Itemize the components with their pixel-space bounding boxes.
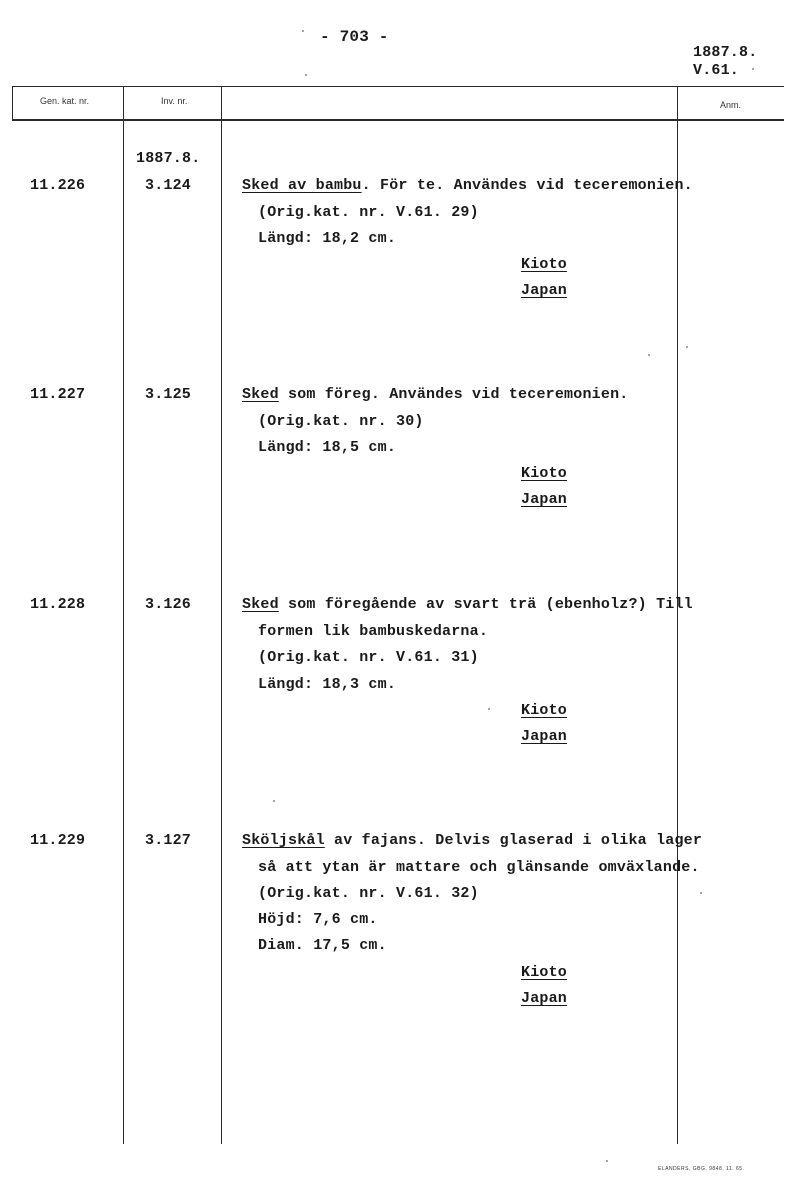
gen-kat-nr: 11.229 <box>30 832 86 849</box>
scan-speck <box>752 68 754 70</box>
table-left-border <box>12 86 13 120</box>
scan-speck <box>686 346 688 348</box>
printer-imprint: ELANDERS, GBG. 9848. 11. 65. <box>658 1166 745 1172</box>
scan-speck <box>305 74 307 76</box>
inv-nr: 3.124 <box>145 177 192 194</box>
object-name: Sked <box>242 386 279 403</box>
inv-nr: 3.126 <box>145 596 192 613</box>
reference-year: 1887.8. <box>693 44 758 61</box>
column-divider-3 <box>677 86 678 1144</box>
gen-kat-nr: 11.228 <box>30 596 86 613</box>
measurement-line: Höjd: 7,6 cm. <box>258 911 378 928</box>
entry-description-first-line: Sköljskål av fajans. Delvis glaserad i olika lager <box>242 832 703 849</box>
gen-kat-nr: 11.227 <box>30 386 86 403</box>
scan-speck <box>302 30 304 32</box>
orig-kat-line: (Orig.kat. nr. 30) <box>258 413 424 430</box>
country: Japan <box>521 728 568 745</box>
country: Japan <box>521 282 568 299</box>
header-gen-kat: Gen. kat. nr. <box>40 96 90 106</box>
reference-series: V.61. <box>693 62 740 79</box>
place: Kioto <box>521 256 568 273</box>
measurement-line: Längd: 18,2 cm. <box>258 230 397 247</box>
section-year: 1887.8. <box>136 150 201 167</box>
object-name: Sköljskål <box>242 832 325 849</box>
place: Kioto <box>521 964 568 981</box>
header-inv: Inv. nr. <box>161 96 188 106</box>
orig-kat-line: (Orig.kat. nr. V.61. 29) <box>258 204 479 221</box>
page-number: - 703 - <box>320 28 389 46</box>
object-name: Sked av bambu <box>242 177 362 194</box>
measurement-line: Längd: 18,5 cm. <box>258 439 397 456</box>
place: Kioto <box>521 465 568 482</box>
object-name: Sked <box>242 596 279 613</box>
place: Kioto <box>521 702 568 719</box>
orig-kat-line: (Orig.kat. nr. V.61. 32) <box>258 885 479 902</box>
entry-description-first-line: Sked som föregående av svart trä (ebenholz?) Till <box>242 596 693 613</box>
entry-description-first-line: Sked av bambu. För te. Användes vid teceremonien. <box>242 177 693 194</box>
header-bottom-rule <box>12 119 784 121</box>
column-divider-1 <box>123 86 124 1144</box>
measurement-line: Längd: 18,3 cm. <box>258 676 397 693</box>
scan-speck <box>273 800 275 802</box>
scan-speck <box>488 708 490 710</box>
column-divider-2 <box>221 86 222 1144</box>
table-top-rule <box>12 86 784 87</box>
header-anm: Anm. <box>720 100 742 110</box>
orig-kat-line: (Orig.kat. nr. V.61. 31) <box>258 649 479 666</box>
inv-nr: 3.127 <box>145 832 192 849</box>
scan-speck <box>648 354 650 356</box>
gen-kat-nr: 11.226 <box>30 177 86 194</box>
entry-description-first-line: Sked som föreg. Användes vid teceremonien. <box>242 386 629 403</box>
country: Japan <box>521 491 568 508</box>
description-continuation: formen lik bambuskedarna. <box>258 623 489 640</box>
description-continuation: så att ytan är mattare och glänsande omväxlande. <box>258 859 700 876</box>
country: Japan <box>521 990 568 1007</box>
inv-nr: 3.125 <box>145 386 192 403</box>
scan-speck <box>606 1160 608 1162</box>
measurement-line: Diam. 17,5 cm. <box>258 937 387 954</box>
scan-speck <box>700 892 702 894</box>
